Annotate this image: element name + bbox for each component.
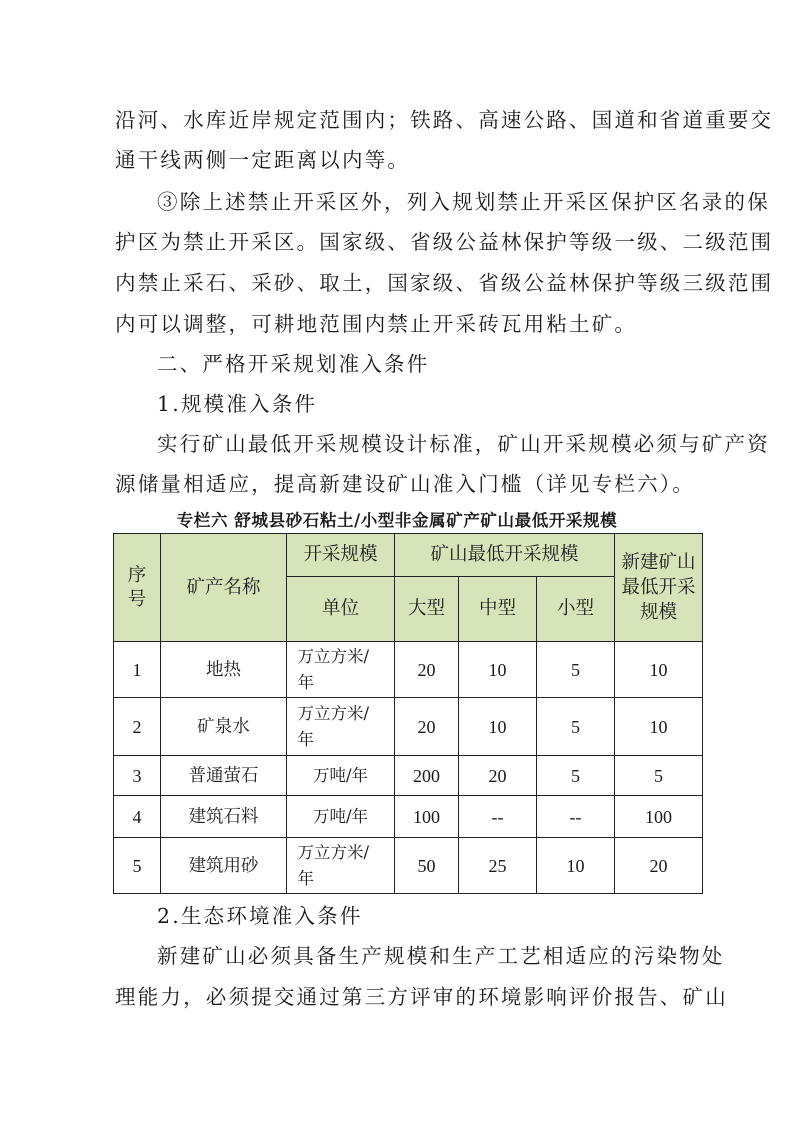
cell-new: 100 — [615, 796, 703, 838]
cell-large: 200 — [395, 756, 459, 796]
cell-medium: -- — [459, 796, 537, 838]
paragraph-line: 护区为禁止开采区。国家级、省级公益林保护等级一级、二级范围 — [115, 230, 774, 254]
header-min-scale: 矿山最低开采规模 — [395, 534, 615, 577]
subsection-heading: 2.生态环境准入条件 — [157, 904, 363, 928]
cell-seq: 1 — [114, 642, 161, 698]
cell-seq: 5 — [114, 838, 161, 894]
cell-small: 5 — [537, 698, 615, 756]
header-mineral-name: 矿产名称 — [161, 534, 287, 642]
paragraph-line: ③除上述禁止开采区外，列入规划禁止开采区保护区名录的保 — [157, 190, 770, 214]
cell-small: 10 — [537, 838, 615, 894]
table-row — [114, 698, 703, 756]
cell-seq: 4 — [114, 796, 161, 838]
table-row — [114, 796, 703, 838]
cell-new: 10 — [615, 698, 703, 756]
cell-name: 地热 — [161, 642, 287, 698]
paragraph-line: 内可以调整，可耕地范围内禁止开采砖瓦用粘土矿。 — [115, 312, 638, 336]
paragraph-line: 实行矿山最低开采规模设计标准，矿山开采规模必须与矿产资 — [157, 432, 770, 456]
cell-medium: 20 — [459, 756, 537, 796]
header-new-mine: 新建矿山最低开采规模 — [615, 534, 703, 642]
cell-name: 普通萤石 — [161, 756, 287, 796]
cell-unit: 万吨/年 — [287, 796, 395, 838]
cell-unit: 万立方米/年 — [287, 838, 395, 894]
cell-seq: 3 — [114, 756, 161, 796]
cell-name: 建筑石料 — [161, 796, 287, 838]
paragraph-line: 理能力，必须提交通过第三方评审的环境影响评价报告、矿山 — [115, 985, 728, 1009]
cell-new: 10 — [615, 642, 703, 698]
header-seq: 序号 — [114, 534, 161, 642]
cell-name: 矿泉水 — [161, 698, 287, 756]
cell-unit: 万吨/年 — [287, 756, 395, 796]
header-large: 大型 — [395, 577, 459, 642]
cell-small: -- — [537, 796, 615, 838]
paragraph-line: 通干线两侧一定距离以内等。 — [115, 148, 411, 172]
cell-new: 5 — [615, 756, 703, 796]
header-scale: 开采规模 — [287, 534, 395, 577]
cell-unit: 万立方米/年 — [287, 642, 395, 698]
cell-medium: 25 — [459, 838, 537, 894]
paragraph-line: 沿河、水库近岸规定范围内；铁路、高速公路、国道和省道重要交 — [115, 108, 774, 132]
mining-scale-table — [113, 533, 703, 894]
cell-unit: 万立方米/年 — [287, 698, 395, 756]
header-unit: 单位 — [287, 577, 395, 642]
table-row — [114, 838, 703, 894]
cell-name: 建筑用砂 — [161, 838, 287, 894]
table-row — [114, 756, 703, 796]
paragraph-line: 源储量相适应，提高新建设矿山准入门槛（详见专栏六）。 — [115, 472, 695, 496]
header-small: 小型 — [537, 577, 615, 642]
section-heading: 二、严格开采规划准入条件 — [157, 352, 430, 376]
cell-medium: 10 — [459, 642, 537, 698]
table-caption: 专栏六 舒城县砂石粘土/小型非金属矿产矿山最低开采规模 — [176, 511, 618, 530]
cell-small: 5 — [537, 756, 615, 796]
cell-new: 20 — [615, 838, 703, 894]
cell-seq: 2 — [114, 698, 161, 756]
header-medium: 中型 — [459, 577, 537, 642]
cell-large: 50 — [395, 838, 459, 894]
table-row — [114, 642, 703, 698]
paragraph-line: 新建矿山必须具备生产规模和生产工艺相适应的污染物处 — [157, 944, 725, 968]
subsection-heading: 1.规模准入条件 — [157, 392, 318, 416]
cell-large: 20 — [395, 698, 459, 756]
cell-large: 100 — [395, 796, 459, 838]
cell-medium: 10 — [459, 698, 537, 756]
paragraph-line: 内禁止采石、采砂、取土，国家级、省级公益林保护等级三级范围 — [115, 271, 774, 295]
cell-small: 5 — [537, 642, 615, 698]
cell-large: 20 — [395, 642, 459, 698]
